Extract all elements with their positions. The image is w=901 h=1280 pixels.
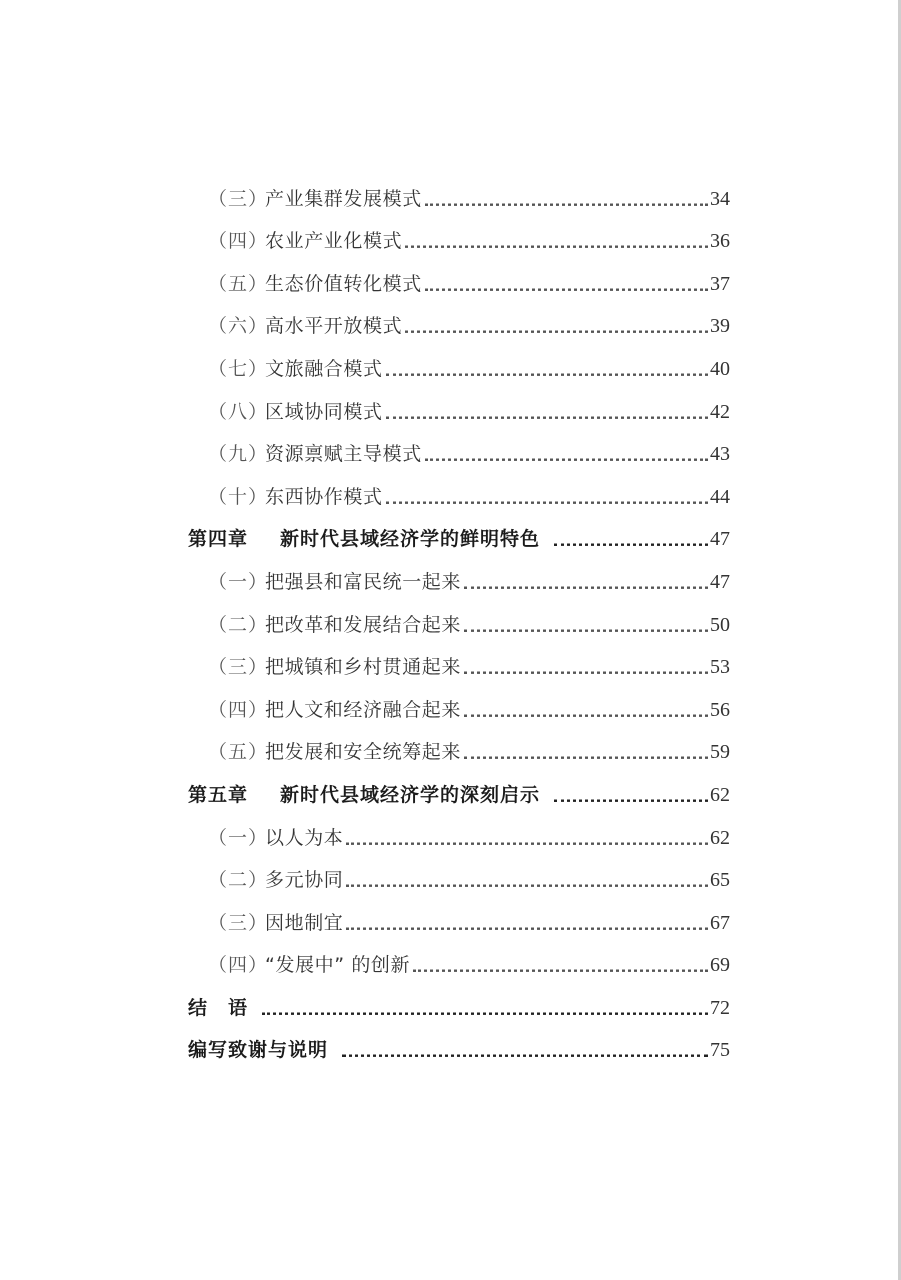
toc-section-row — [188, 986, 730, 1029]
dot-leader — [413, 963, 708, 972]
entry-number: （四） — [208, 954, 269, 977]
page-number: 56 — [710, 698, 730, 721]
dot-leader — [464, 750, 708, 759]
page-number: 62 — [710, 826, 730, 849]
toc-entry-row — [188, 944, 730, 987]
entry-number: （三） — [208, 187, 269, 210]
entry-title: 高水平开放模式 — [265, 315, 403, 338]
dot-leader — [464, 665, 708, 674]
entry-title: 区域协同模式 — [265, 400, 383, 423]
toc-entry-row — [188, 475, 730, 518]
dot-leader — [425, 282, 708, 291]
dot-leader — [342, 1049, 708, 1058]
toc-entry-row — [188, 731, 730, 774]
entry-title: 产业集群发展模式 — [265, 187, 422, 210]
page-number: 37 — [710, 272, 730, 295]
dot-leader — [425, 197, 708, 206]
entry-title: 编写致谢与说明 — [188, 1039, 329, 1062]
entry-number: （二） — [208, 869, 269, 892]
table-of-contents — [188, 177, 730, 1071]
toc-entry-row — [188, 262, 730, 305]
entry-title: 把发展和安全统筹起来 — [265, 741, 462, 764]
entry-number: （九） — [208, 443, 269, 466]
entry-number: （七） — [208, 357, 269, 380]
dot-leader — [346, 836, 708, 845]
dot-leader — [464, 580, 708, 589]
toc-entry-row — [188, 646, 730, 689]
dot-leader — [405, 324, 708, 333]
dot-leader — [554, 793, 708, 802]
chapter-number: 第五章 — [188, 783, 249, 806]
dot-leader — [554, 537, 708, 546]
entry-title: 生态价值转化模式 — [265, 272, 422, 295]
page-number: 47 — [710, 528, 730, 551]
page-number: 69 — [710, 954, 730, 977]
page-number: 39 — [710, 315, 730, 338]
dot-leader — [425, 452, 708, 461]
page-number: 62 — [710, 783, 730, 806]
entry-title: “发展中” 的创新 — [265, 954, 411, 977]
chapter-number: 第四章 — [188, 528, 249, 551]
dot-leader — [464, 623, 708, 632]
entry-number: （六） — [208, 315, 269, 338]
dot-leader — [386, 367, 708, 376]
toc-chapter-row — [188, 518, 730, 561]
entry-title: 把城镇和乡村贯通起来 — [265, 656, 462, 679]
entry-title: 以人为本 — [265, 826, 344, 849]
page-number: 47 — [710, 570, 730, 593]
page-number: 53 — [710, 656, 730, 679]
page-number: 43 — [710, 443, 730, 466]
toc-entry-row — [188, 603, 730, 646]
toc-entry-row — [188, 220, 730, 263]
entry-title: 多元协同 — [265, 869, 344, 892]
entry-title: 把强县和富民统一起来 — [265, 570, 462, 593]
toc-entry-row — [188, 560, 730, 603]
toc-entry-row — [188, 859, 730, 902]
entry-title: 东西协作模式 — [265, 485, 383, 508]
page-number: 34 — [710, 187, 730, 210]
entry-title: 因地制宜 — [265, 911, 344, 934]
entry-number: （十） — [208, 485, 269, 508]
entry-number: （三） — [208, 911, 269, 934]
dot-leader — [405, 239, 708, 248]
entry-number: （八） — [208, 400, 269, 423]
entry-title: 资源禀赋主导模式 — [265, 443, 422, 466]
entry-title: 新时代县域经济学的鲜明特色 — [280, 528, 541, 551]
dot-leader — [262, 1006, 708, 1015]
toc-entry-row — [188, 433, 730, 476]
page-number: 72 — [710, 996, 730, 1019]
entry-number: （四） — [208, 230, 269, 253]
entry-title: 把改革和发展结合起来 — [265, 613, 462, 636]
toc-entry-row — [188, 816, 730, 859]
toc-entry-row — [188, 901, 730, 944]
page-number: 59 — [710, 741, 730, 764]
page-number: 67 — [710, 911, 730, 934]
entry-title: 文旅融合模式 — [265, 357, 383, 380]
toc-entry-row — [188, 177, 730, 220]
entry-number: （一） — [208, 826, 269, 849]
page-number: 40 — [710, 357, 730, 380]
page-number: 36 — [710, 230, 730, 253]
toc-entry-row — [188, 390, 730, 433]
entry-number: （五） — [208, 741, 269, 764]
entry-title: 农业产业化模式 — [265, 230, 403, 253]
entry-number: （一） — [208, 570, 269, 593]
entry-title: 把人文和经济融合起来 — [265, 698, 462, 721]
page-number: 65 — [710, 869, 730, 892]
entry-number: （五） — [208, 272, 269, 295]
entry-title: 新时代县域经济学的深刻启示 — [280, 783, 541, 806]
entry-number: （二） — [208, 613, 269, 636]
toc-entry-row — [188, 305, 730, 348]
toc-entry-row — [188, 688, 730, 731]
toc-entry-row — [188, 347, 730, 390]
page-number: 75 — [710, 1039, 730, 1062]
dot-leader — [346, 921, 708, 930]
dot-leader — [346, 878, 708, 887]
toc-section-row — [188, 1029, 730, 1072]
toc-chapter-row — [188, 773, 730, 816]
entry-number: （三） — [208, 656, 269, 679]
entry-title: 结 语 — [188, 996, 249, 1019]
page-number: 50 — [710, 613, 730, 636]
dot-leader — [386, 410, 708, 419]
entry-number: （四） — [208, 698, 269, 721]
dot-leader — [386, 495, 708, 504]
page-number: 44 — [710, 485, 730, 508]
page-number: 42 — [710, 400, 730, 423]
dot-leader — [464, 708, 708, 717]
